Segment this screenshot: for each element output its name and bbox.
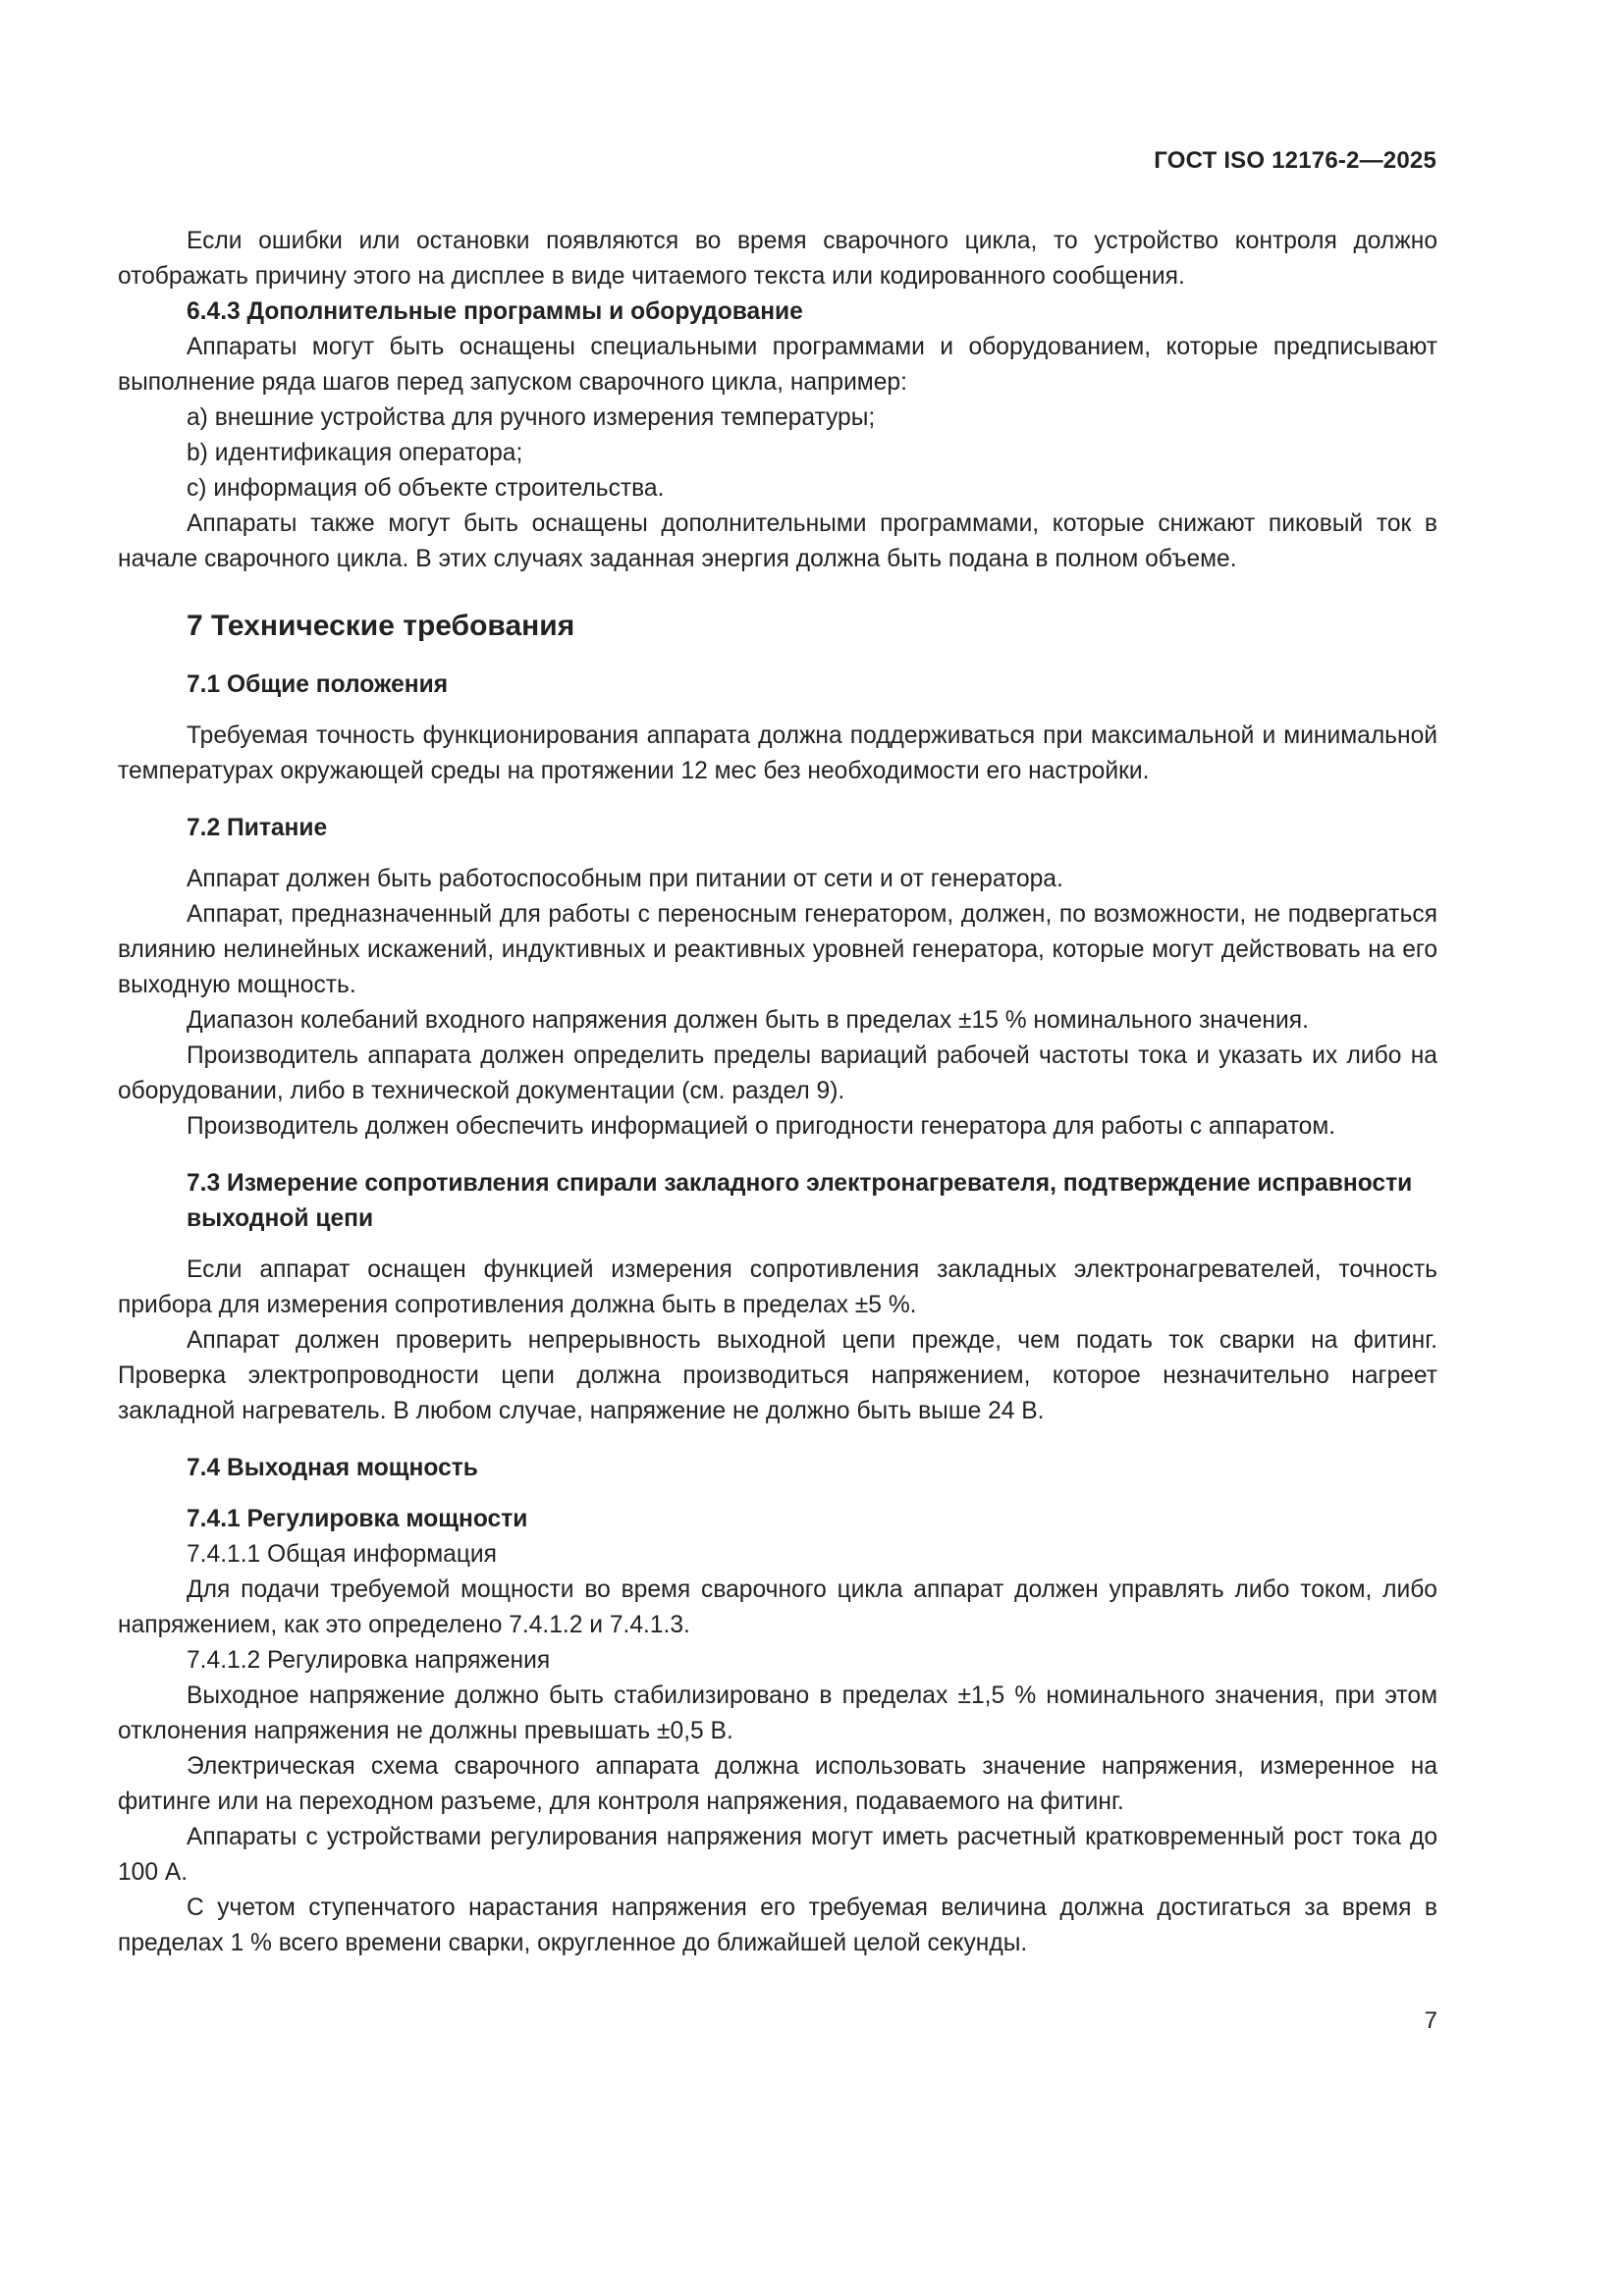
heading-7-4-1-1: 7.4.1.1 Общая информация — [187, 1541, 497, 1568]
list-item-b: b) идентификация оператора; — [187, 440, 523, 466]
paragraph-7-4-1-1: Для подачи требуемой мощности во время сварочного цикла аппарат должен управлять либо током, либо напряжением, как это определено 7.4.1.2 и 7.4.1.3. — [118, 1576, 1437, 1638]
paragraph-7-4-1-2-d: С учетом ступенчатого нарастания напряжения его требуемая величина должна достигаться за время в пределах 1 % всего времени сварки, округленное до ближайшей целой секунды. — [118, 1895, 1437, 1956]
paragraph-display-errors: Если ошибки или остановки появляются во время сварочного цикла, то устройство контроля должно отображать причину этого на дисплее в виде читаемого текста или кодированного сообщения. — [118, 228, 1437, 290]
document-code-header: ГОСТ ISO 12176-2—2025 — [1154, 147, 1436, 174]
heading-7-2: 7.2 Питание — [187, 815, 328, 841]
paragraph-7-3-b: Аппарат должен проверить непрерывность выходной цепи прежде, чем подать ток сварки на фитинг. Проверка электропроводности цепи должна производиться напряжением, которое незначительно нагреет закладной нагреватель. В любом случае, напряжение не должно быть выше 24 В. — [118, 1327, 1437, 1424]
heading-6-4-3: 6.4.3 Дополнительные программы и оборудование — [187, 298, 803, 325]
paragraph-additional-programs: Аппараты могут быть оснащены специальными программами и оборудованием, которые предписывают выполнение ряда шагов перед запуском сварочного цикла, например: — [118, 334, 1437, 396]
paragraph-7-3-a: Если аппарат оснащен функцией измерения сопротивления закладных электронагревателей, точность прибора для измерения сопротивления должна быть в пределах ±5 %. — [118, 1256, 1437, 1318]
heading-7-4: 7.4 Выходная мощность — [187, 1455, 478, 1481]
paragraph-7-2-a: Аппарат должен быть работоспособным при питании от сети и от генератора. — [187, 866, 1063, 892]
heading-7-4-1-2: 7.4.1.2 Регулировка напряжения — [187, 1647, 551, 1674]
heading-7-4-1: 7.4.1 Регулировка мощности — [187, 1506, 528, 1532]
section-title-7: 7 Технические требования — [187, 610, 575, 642]
heading-7-1: 7.1 Общие положения — [187, 671, 449, 698]
list-item-c: c) информация об объекте строительства. — [187, 475, 665, 502]
page-number: 7 — [1424, 2007, 1437, 2034]
paragraph-7-2-d: Производитель аппарата должен определить пределы вариаций рабочей частоты тока и указать их либо на оборудовании, либо в технической документации (см. раздел 9). — [118, 1042, 1437, 1104]
paragraph-peak-current: Аппараты также могут быть оснащены дополнительными программами, которые снижают пиковый ток в начале сварочного цикла. В этих случаях заданная энергия должна быть подана в полном объеме. — [118, 510, 1437, 572]
paragraph-7-4-1-2-a: Выходное напряжение должно быть стабилизировано в пределах ±1,5 % номинального значения, при этом отклонения напряжения не должны превышать ±0,5 В. — [118, 1682, 1437, 1744]
paragraph-7-2-c: Диапазон колебаний входного напряжения должен быть в пределах ±15 % номинального значения. — [187, 1007, 1309, 1034]
paragraph-7-2-e: Производитель должен обеспечить информацией о пригодности генератора для работы с аппаратом. — [187, 1113, 1336, 1140]
paragraph-7-2-b: Аппарат, предназначенный для работы с переносным генератором, должен, по возможности, не подвергаться влиянию нелинейных искажений, индуктивных и реактивных уровней генератора, которые могут действовать на его выходную мощность. — [118, 901, 1437, 998]
list-item-a: a) внешние устройства для ручного измерения температуры; — [187, 404, 876, 431]
paragraph-7-4-1-2-c: Аппараты с устройствами регулирования напряжения могут иметь расчетный кратковременный рост тока до 100 А. — [118, 1824, 1437, 1886]
paragraph-7-4-1-2-b: Электрическая схема сварочного аппарата должна использовать значение напряжения, измеренное на фитинге или на переходном разъеме, для контроля напряжения, подаваемого на фитинг. — [118, 1753, 1437, 1815]
paragraph-7-1: Требуемая точность функционирования аппарата должна поддерживаться при максимальной и минимальной температурах окружающей среды на протяжении 12 мес без необходимости его настройки. — [118, 722, 1437, 784]
heading-7-3: 7.3 Измерение сопротивления спирали закладного электронагревателя, подтверждение исправности выходной цепи — [187, 1170, 1413, 1232]
document-body — [118, 224, 1437, 1961]
